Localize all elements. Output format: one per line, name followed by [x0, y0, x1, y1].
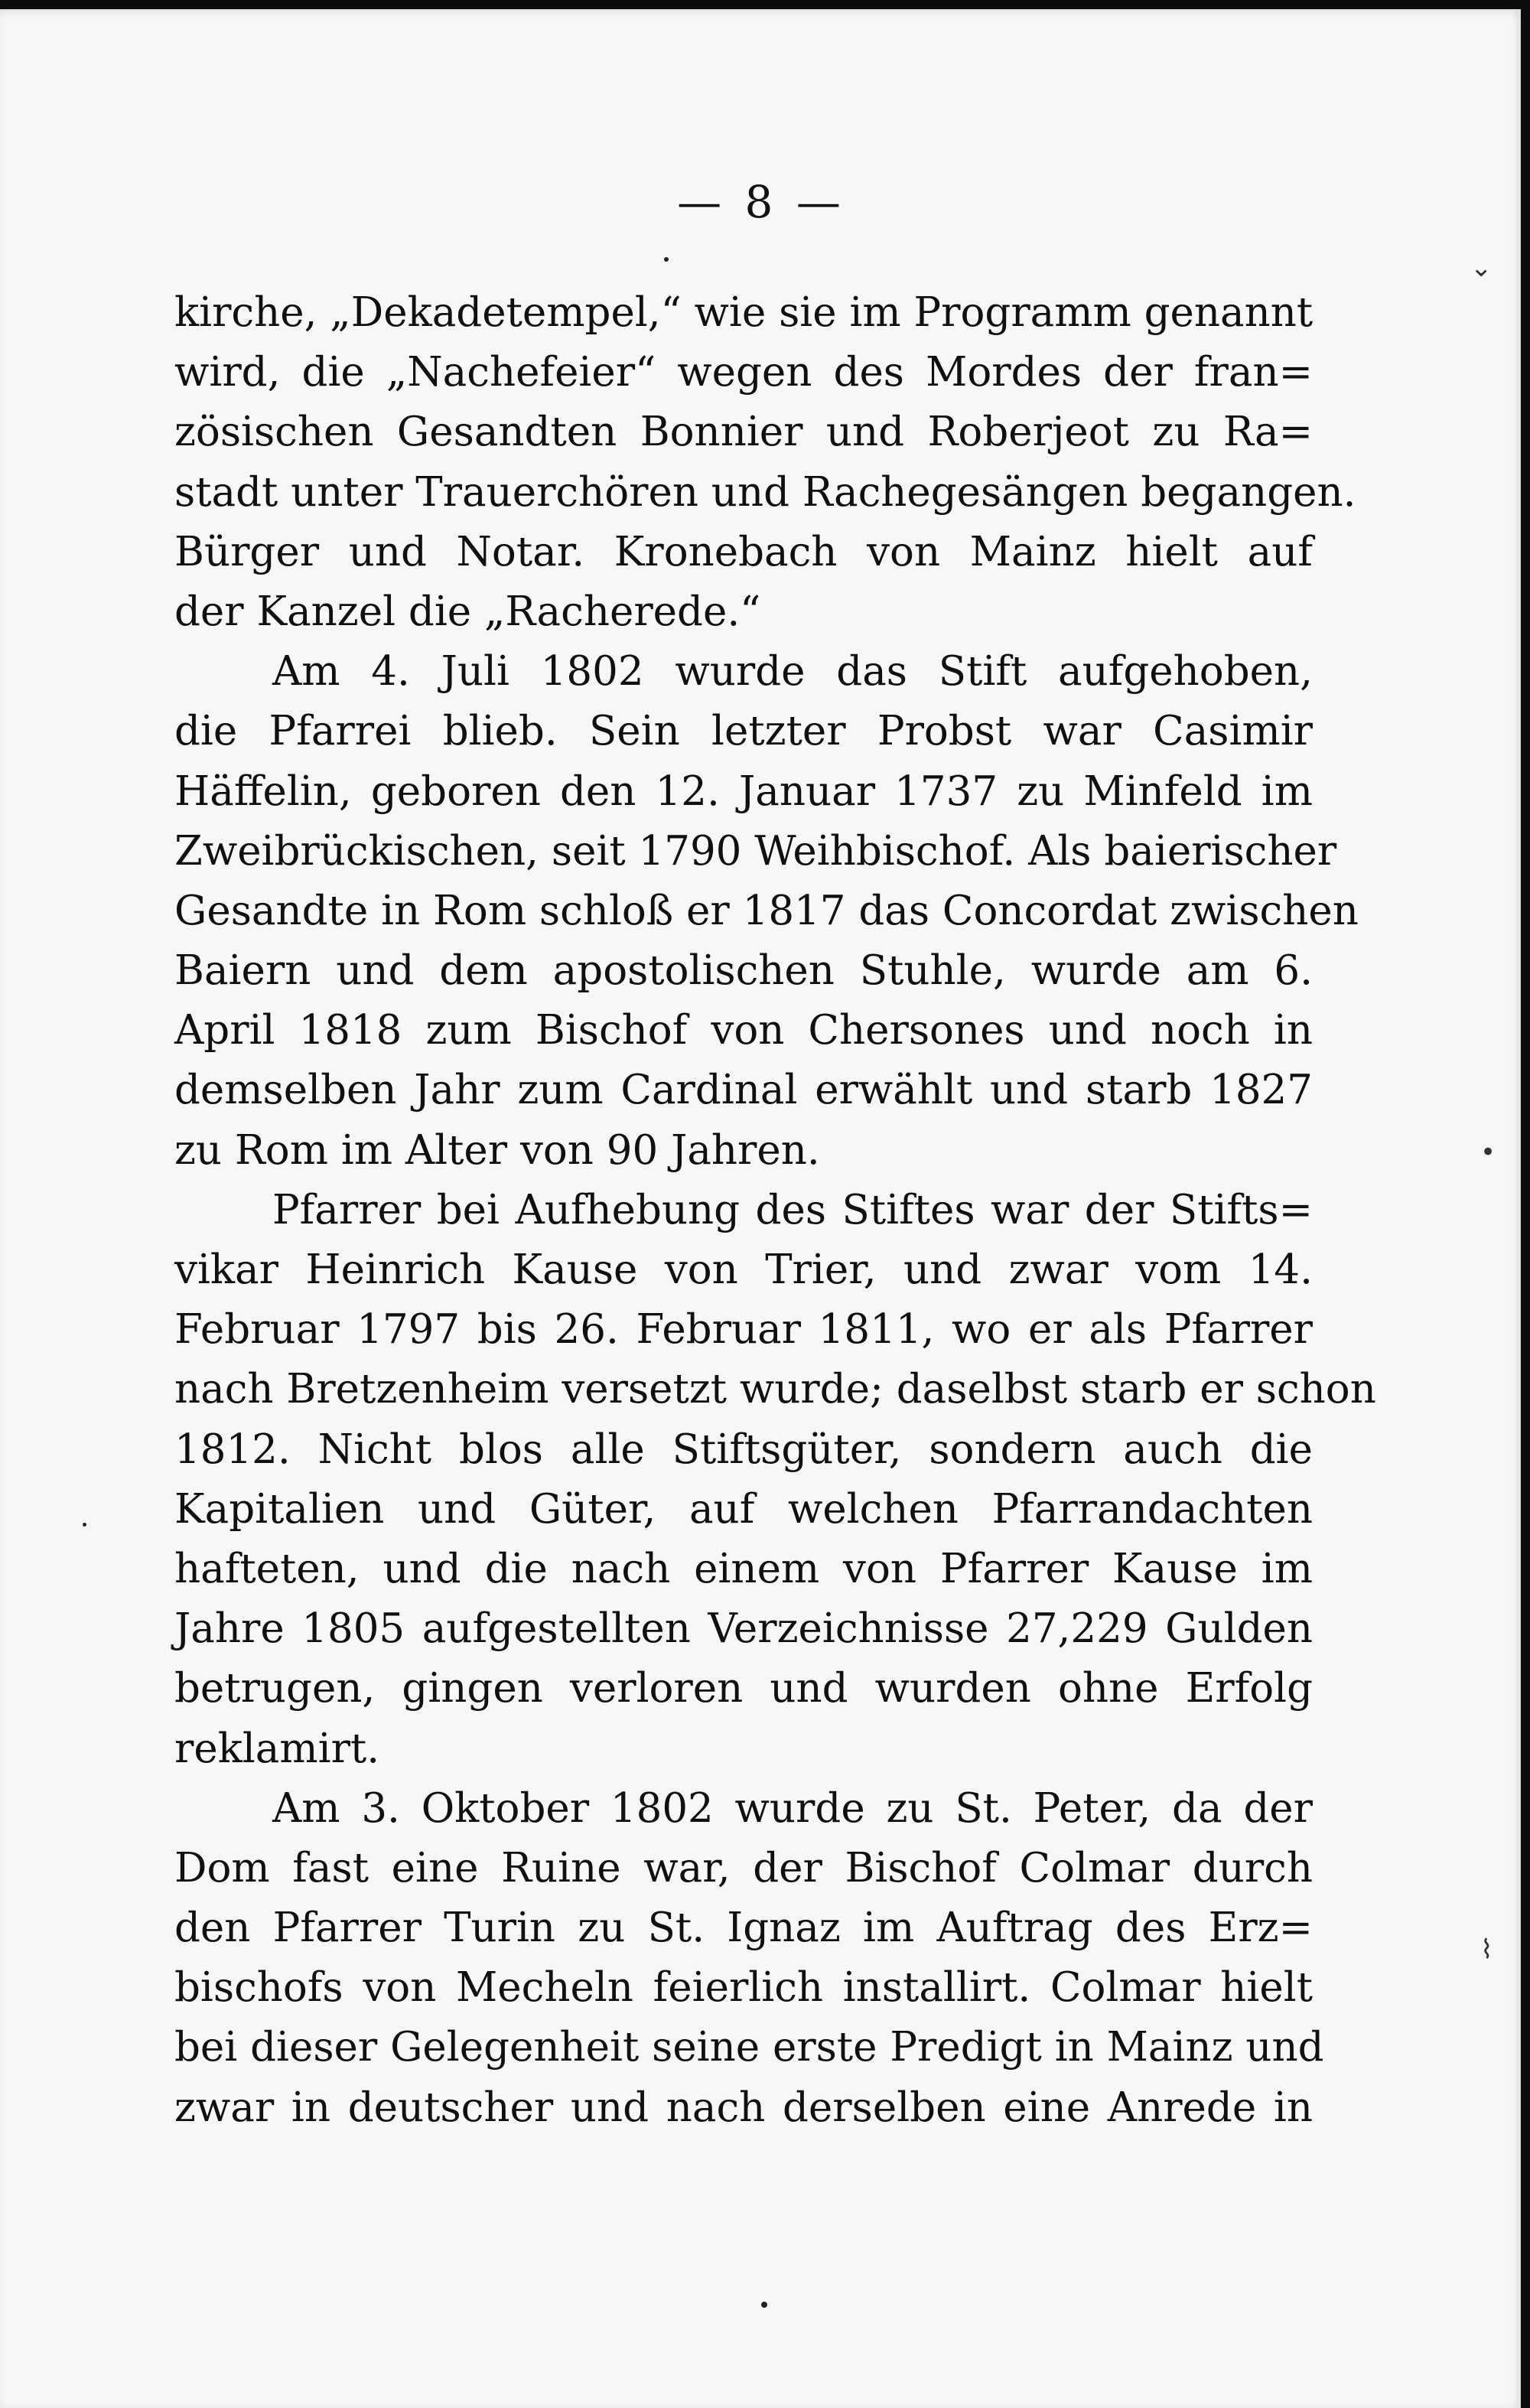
text-line: Bürger und Notar. Kronebach von Mainz hielt auf	[174, 528, 1313, 575]
text-line: April 1818 zum Bischof von Chersones und noch in	[174, 1007, 1313, 1054]
text-line: zwar in deutscher und nach derselben eine Anrede in	[174, 2084, 1313, 2131]
text-line: bischofs von Mecheln feierlich installirt. Colmar hielt	[174, 1964, 1313, 2012]
text-line: die Pfarrei blieb. Sein letzter Probst war Casimir	[174, 708, 1313, 755]
paragraph-2	[174, 642, 1359, 1181]
text-line: Am 4. Juli 1802 wurde das Stift aufgehoben,	[272, 648, 1313, 696]
text-line: demselben Jahr zum Cardinal erwählt und starb 1827	[174, 1067, 1313, 1114]
edge-mark-icon: •	[1480, 1137, 1496, 1168]
text-line: Zweibrückischen, seit 1790 Weihbischof. Als baierischer	[174, 827, 1337, 875]
edge-mark-icon: ⌄	[1470, 253, 1493, 283]
text-line: Baiern und dem apostolischen Stuhle, wurde am 6.	[174, 947, 1313, 995]
text-line: den Pfarrer Turin zu St. Ignaz im Auftrag des Erz=	[174, 1905, 1313, 1952]
text-line: hafteten, und die nach einem von Pfarrer Kause im	[174, 1545, 1313, 1592]
text-line: zösischen Gesandten Bonnier und Roberjeot zu Ra=	[174, 409, 1313, 456]
text-line: Am 3. Oktober 1802 wurde zu St. Peter, da der	[272, 1784, 1313, 1832]
text-line: Dom fast eine Ruine war, der Bischof Colmar durch	[174, 1844, 1313, 1892]
paragraph-4	[174, 1779, 1324, 2138]
edge-mark-icon: ⌇	[1480, 1934, 1493, 1965]
text-line: 1812. Nicht blos alle Stiftsgüter, sondern auch die	[174, 1426, 1313, 1473]
text-line: Kapitalien und Güter, auf welchen Pfarrandachten	[174, 1485, 1313, 1533]
text-line: wird, die „Nachefeier“ wegen des Mordes der fran=	[174, 349, 1313, 396]
book-page	[0, 9, 1521, 2408]
text-line: kirche, „Dekadetempel,“ wie sie im Programm genannt	[174, 289, 1314, 336]
paper-speck	[761, 2302, 767, 2308]
body-text	[174, 283, 1376, 2138]
text-line: Pfarrer bei Aufhebung des Stiftes war der Stifts=	[272, 1186, 1313, 1233]
page-number: — 8 —	[677, 176, 845, 228]
text-line: bei dieser Gelegenheit seine erste Predigt in Mainz und	[174, 2024, 1324, 2071]
text-line: Gesandte in Rom schloß er 1817 das Concordat zwischen	[174, 887, 1359, 934]
paragraph-1	[174, 283, 1356, 642]
text-line: der Kanzel die „Racherede.“	[174, 588, 761, 635]
text-line: Häffelin, geboren den 12. Januar 1737 zu Minfeld im	[174, 767, 1313, 815]
paper-speck	[664, 257, 669, 262]
text-line: betrugen, gingen verloren und wurden ohne Erfolg	[174, 1665, 1313, 1712]
text-line: reklamirt.	[174, 1725, 380, 1772]
text-line: nach Bretzenheim versetzt wurde; daselbst starb er schon	[174, 1366, 1376, 1413]
text-line: vikar Heinrich Kause von Trier, und zwar vom 14.	[174, 1246, 1313, 1293]
text-line: Jahre 1805 aufgestellten Verzeichnisse 27,229 Gulden	[174, 1605, 1313, 1653]
paper-speck	[83, 1523, 86, 1527]
text-line: stadt unter Trauerchören und Rachegesängen begangen.	[174, 468, 1356, 516]
text-line: zu Rom im Alter von 90 Jahren.	[174, 1126, 820, 1174]
text-line: Februar 1797 bis 26. Februar 1811, wo er als Pfarrer	[174, 1306, 1313, 1354]
paragraph-3	[174, 1181, 1376, 1779]
